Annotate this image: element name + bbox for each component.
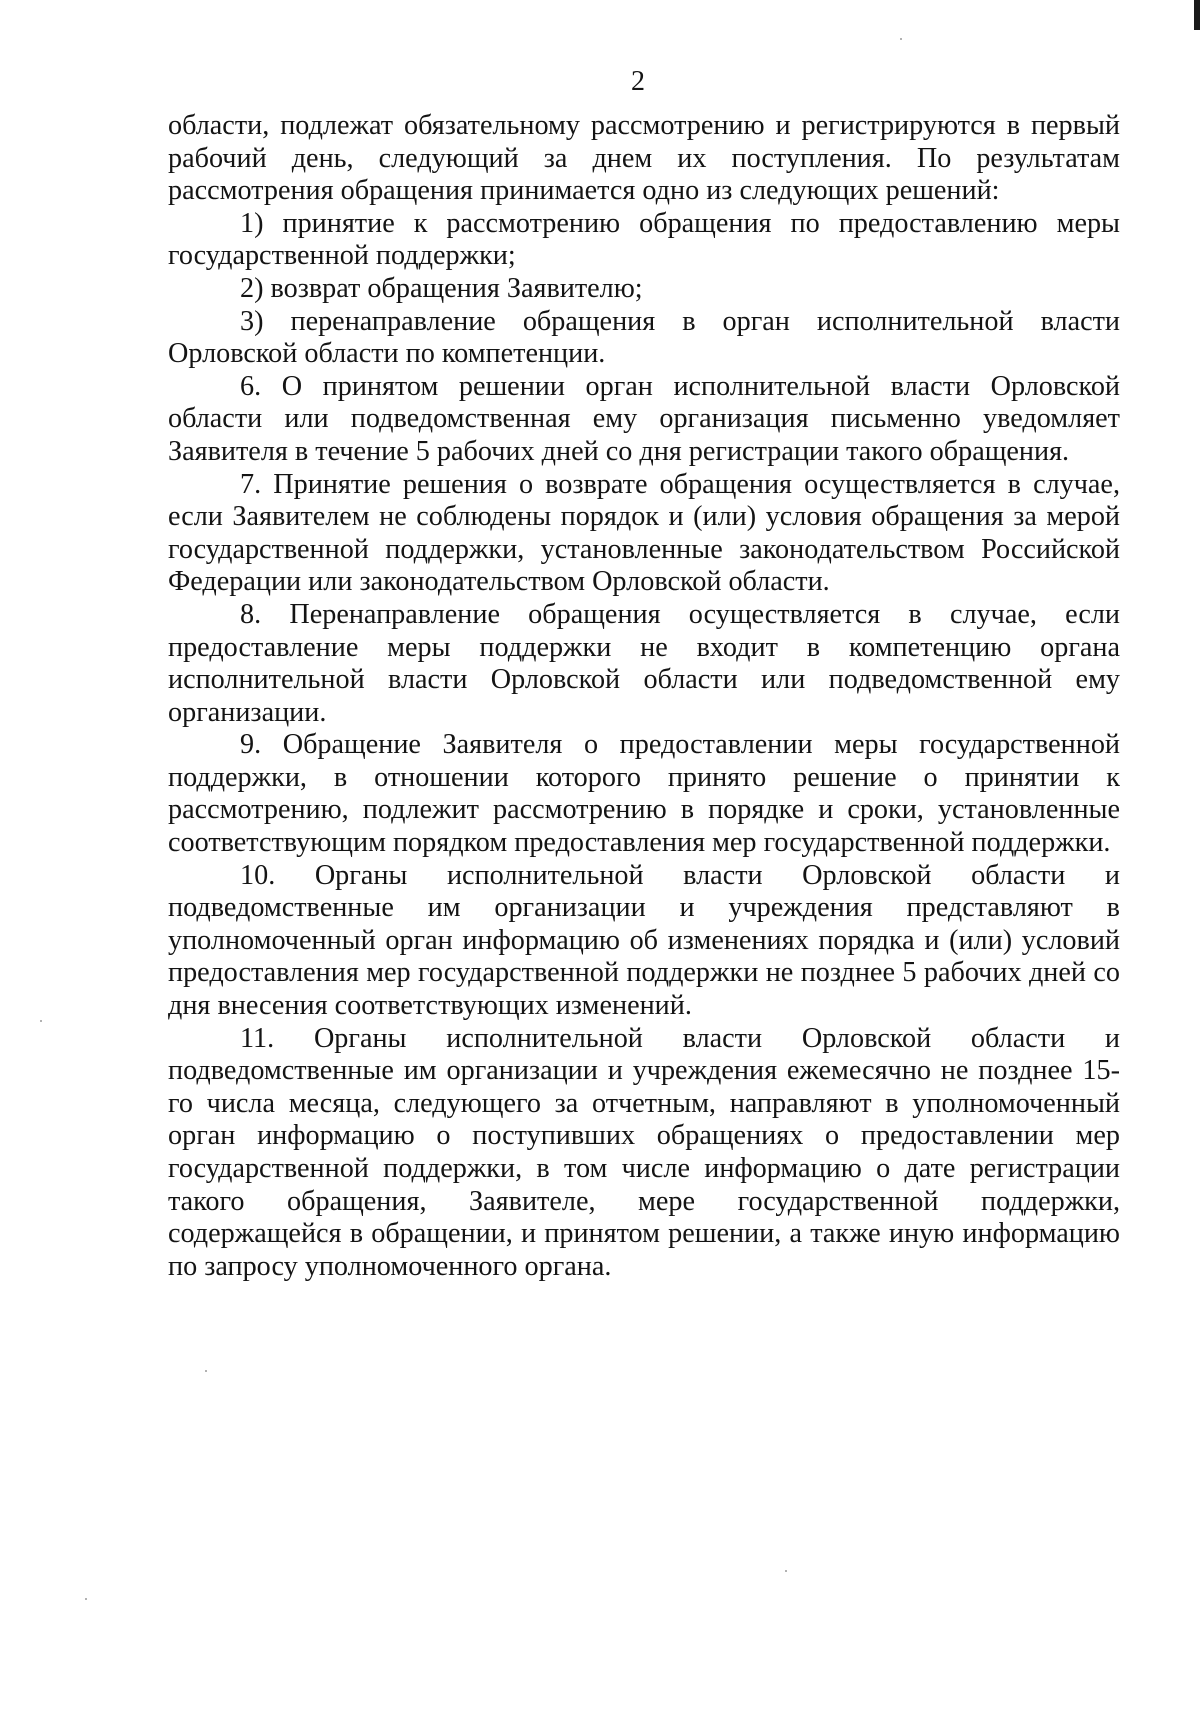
clause-10: 10. Органы исполнительной власти Орловской области и подведомственные им организации и учреждения представляют в уполномоченный орган информацию об изменениях порядка и (или) условий предоставления мер государственной поддержки не позднее 5 рабочих дней со дня внесения соответствующих изменений.: [168, 859, 1120, 1022]
clause-6: 6. О принятом решении орган исполнительной власти Орловской области или подведомственная ему организация письменно уведомляет Заявителя в течение 5 рабочих дней со дня регистрации такого обращения.: [168, 370, 1120, 467]
clause-9: 9. Обращение Заявителя о предоставлении меры государственной поддержки, в отношении которого принято решение о принятии к рассмотрению, подлежит рассмотрению в порядке и сроки, установленные соответствующим порядком предоставления мер государственной поддержки.: [168, 729, 1120, 859]
list-item-2: 2) возврат обращения Заявителю;: [240, 272, 643, 304]
list-item-3: 3) перенаправление обращения в орган исполнительной власти Орловской области по компетенции.: [168, 305, 1120, 370]
page-number: 2: [631, 66, 645, 97]
scan-speck: [40, 1020, 42, 1022]
scan-edge-mark: [1194, 0, 1200, 30]
scan-speck: [205, 1370, 207, 1372]
list-item-1: 1) принятие к рассмотрению обращения по предоставлению меры государственной поддержки;: [168, 207, 1120, 272]
scan-speck: [900, 38, 902, 40]
paragraph-continuation: области, подлежат обязательному рассмотрению и регистрируются в первый рабочий день, следующий за днем их поступления. По результатам рассмотрения обращения принимается одно из следующих решений:: [168, 110, 1120, 207]
clause-8: 8. Перенаправление обращения осуществляется в случае, если предоставление меры поддержки не входит в компетенцию органа исполнительной власти Орловской области или подведомственной ему организации.: [168, 598, 1120, 728]
clause-7: 7. Принятие решения о возврате обращения осуществляется в случае, если Заявителем не соблюдены порядок и (или) условия обращения за мерой государственной поддержки, установленные законодательством Российской Федерации или законодательством Орловской области.: [168, 468, 1120, 598]
document-body: [168, 110, 1120, 1283]
scan-speck: [85, 1598, 87, 1600]
clause-11: 11. Органы исполнительной власти Орловской области и подведомственные им организации и учреждения ежемесячно не позднее 15-го числа месяца, следующего за отчетным, направляют в уполномоченный орган информацию о поступивших обращениях о предоставлении мер государственной поддержки, в том числе информацию о дате регистрации такого обращения, Заявителе, мере государственной поддержки, содержащейся в обращении, и принятом решении, а также иную информацию по запросу уполномоченного органа.: [168, 1022, 1120, 1282]
scan-speck: [785, 1570, 787, 1572]
